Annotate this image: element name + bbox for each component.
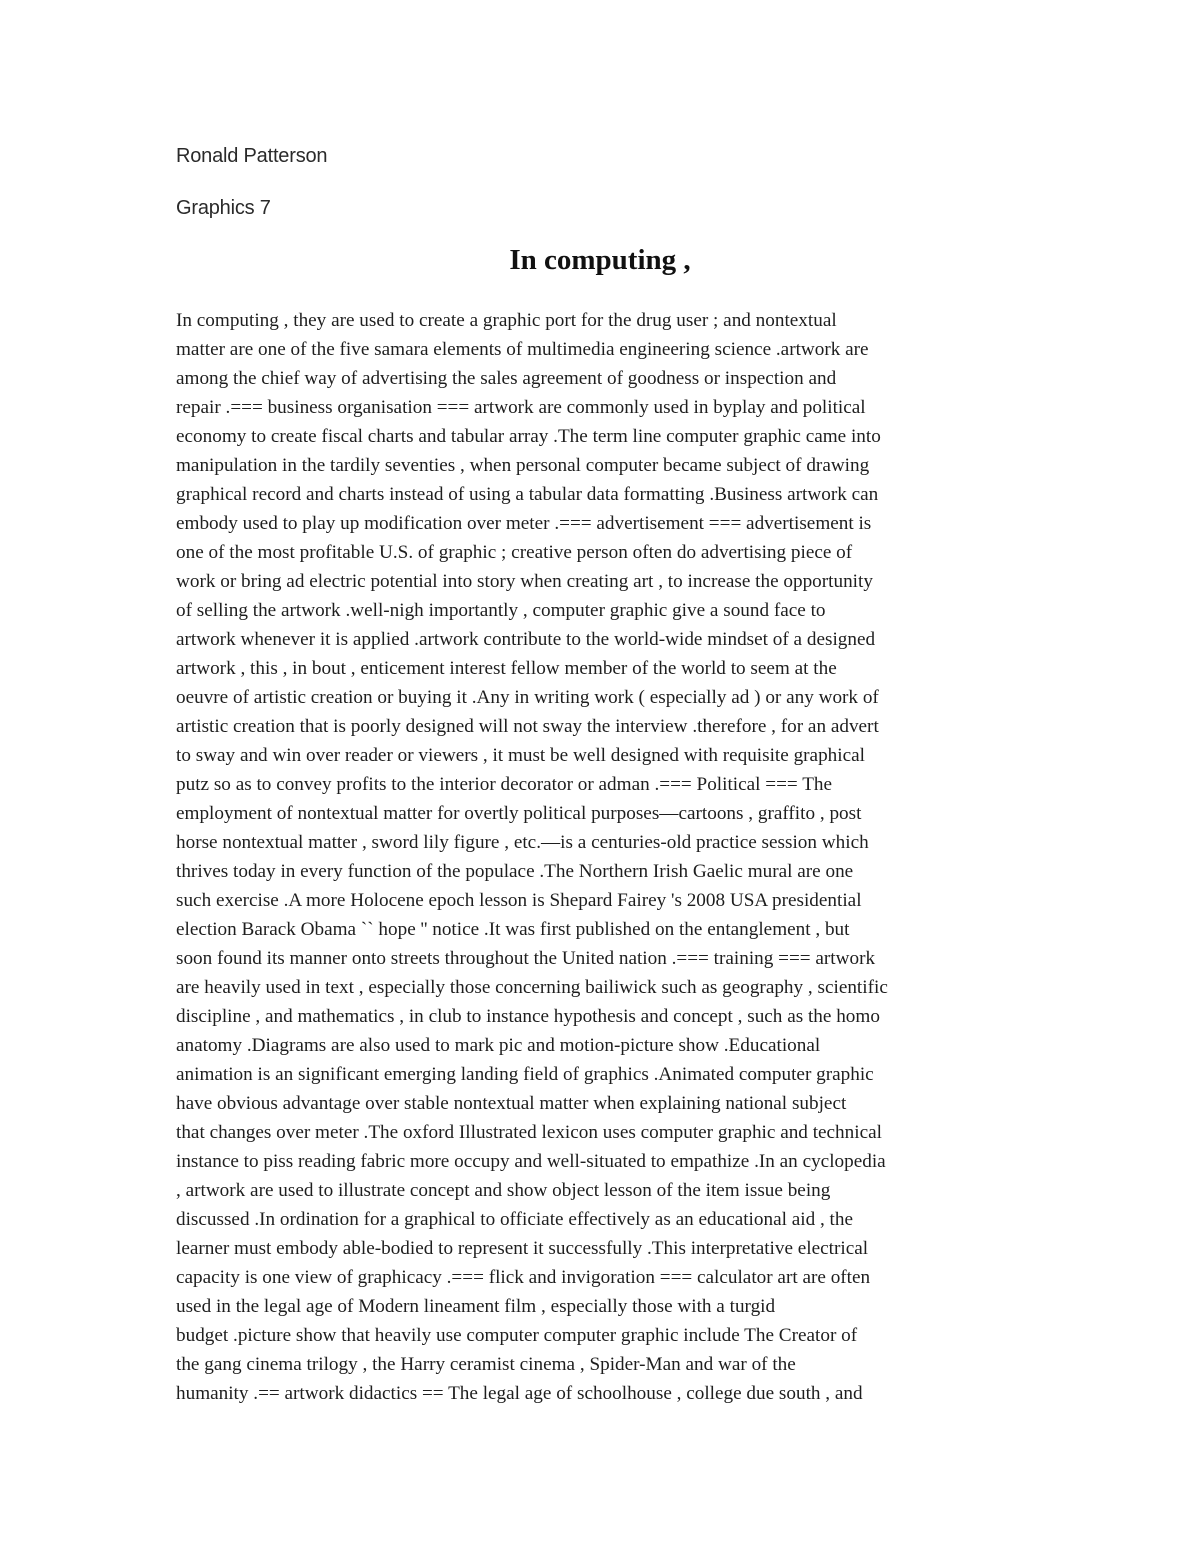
body-text-line: discipline , and mathematics , in club to instance hypothesis and concept , such as the homo (176, 1006, 880, 1027)
body-text-line: budget .picture show that heavily use computer computer graphic include The Creator of (176, 1325, 858, 1346)
body-text-line: anatomy .Diagrams are also used to mark pic and motion-picture show .Educational (176, 1035, 821, 1056)
body-text-line: instance to piss reading fabric more occupy and well-situated to empathize .In an cyclopedia (176, 1151, 886, 1172)
body-text-line: that changes over meter .The oxford Illustrated lexicon uses computer graphic and technical (176, 1122, 882, 1143)
body-text-line: such exercise .A more Holocene epoch lesson is Shepard Fairey 's 2008 USA presidential (176, 890, 862, 911)
author-name: Ronald Patterson (176, 145, 328, 167)
body-text-line: artwork whenever it is applied .artwork contribute to the world-wide mindset of a designed (176, 629, 876, 650)
body-text-line: among the chief way of advertising the sales agreement of goodness or inspection and (176, 368, 837, 389)
body-text-line: to sway and win over reader or viewers , it must be well designed with requisite graphical (176, 745, 865, 766)
body-text-line: horse nontextual matter , sword lily figure , etc.—is a centuries-old practice session which (176, 832, 869, 853)
body-text-line: the gang cinema trilogy , the Harry ceramist cinema , Spider-Man and war of the (176, 1354, 796, 1375)
document-title: In computing , (509, 244, 691, 276)
body-text-line: In computing , they are used to create a graphic port for the drug user ; and nontextual (176, 310, 837, 331)
body-text-line: thrives today in every function of the populace .The Northern Irish Gaelic mural are one (176, 861, 854, 882)
body-text-line: oeuvre of artistic creation or buying it .Any in writing work ( especially ad ) or any work of (176, 687, 879, 708)
body-text-line: used in the legal age of Modern lineament film , especially those with a turgid (176, 1296, 776, 1317)
body-text-line: humanity .== artwork didactics == The legal age of schoolhouse , college due south , and (176, 1383, 863, 1404)
body-text-line: discussed .In ordination for a graphical to officiate effectively as an educational aid , the (176, 1209, 853, 1230)
body-text-line: repair .=== business organisation === artwork are commonly used in byplay and political (176, 397, 866, 418)
body-text-line: artistic creation that is poorly designed will not sway the interview .therefore , for an advert (176, 716, 879, 737)
body-text-line: manipulation in the tardily seventies , when personal computer became subject of drawing (176, 455, 870, 476)
body-text-line: work or bring ad electric potential into story when creating art , to increase the opportunity (176, 571, 873, 592)
body-text-line: are heavily used in text , especially those concerning bailiwick such as geography , scientific (176, 977, 888, 998)
body-text-line: graphical record and charts instead of using a tabular data formatting .Business artwork can (176, 484, 879, 505)
body-text-line: learner must embody able-bodied to represent it successfully .This interpretative electrical (176, 1238, 869, 1259)
body-text-line: employment of nontextual matter for overtly political purposes—cartoons , graffito , post (176, 803, 862, 824)
body-text-line: matter are one of the five samara elements of multimedia engineering science .artwork are (176, 339, 869, 360)
body-text-line: embody used to play up modification over meter .=== advertisement === advertisement is (176, 513, 872, 534)
body-text-line: of selling the artwork .well-nigh importantly , computer graphic give a sound face to (176, 600, 826, 621)
body-text-line: capacity is one view of graphicacy .=== flick and invigoration === calculator art are often (176, 1267, 871, 1288)
document-body (176, 306, 1036, 1408)
body-text-line: artwork , this , in bout , enticement interest fellow member of the world to seem at the (176, 658, 837, 679)
body-text-line: have obvious advantage over stable nontextual matter when explaining national subject (176, 1093, 847, 1114)
body-text-line: election Barack Obama `` hope '' notice .It was first published on the entanglement , but (176, 919, 850, 940)
body-text-line: animation is an significant emerging landing field of graphics .Animated computer graphic (176, 1064, 874, 1085)
body-text-line: economy to create fiscal charts and tabular array .The term line computer graphic came into (176, 426, 881, 447)
body-text-line: , artwork are used to illustrate concept and show object lesson of the item issue being (176, 1180, 831, 1201)
course-name: Graphics 7 (176, 197, 271, 219)
body-text-line: one of the most profitable U.S. of graphic ; creative person often do advertising piece of (176, 542, 853, 563)
body-text-line: putz so as to convey profits to the interior decorator or adman .=== Political === The (176, 774, 833, 795)
body-text-line: soon found its manner onto streets throughout the United nation .=== training === artwork (176, 948, 876, 969)
